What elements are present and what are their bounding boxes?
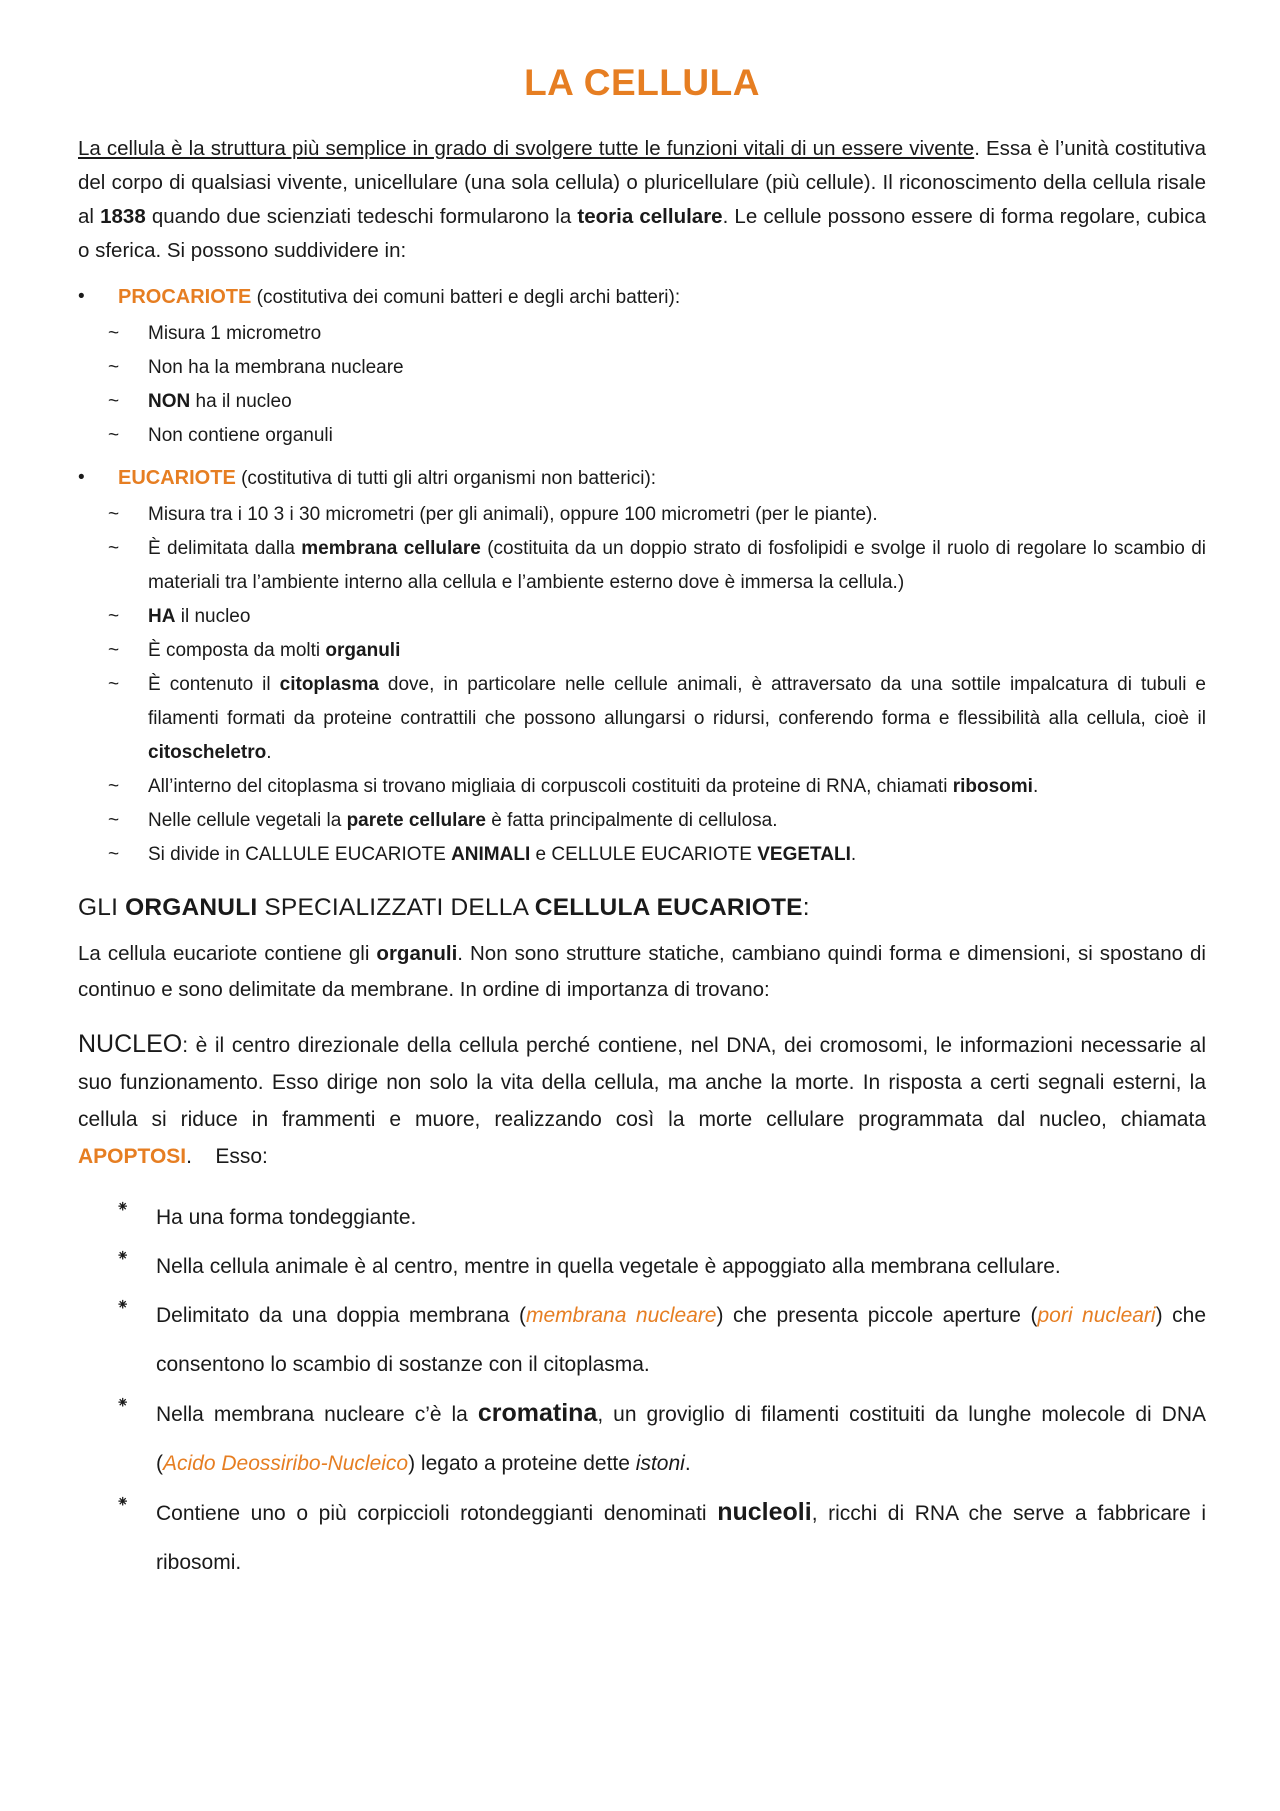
nucleo-label: NUCLEO [78, 1030, 183, 1058]
asterisk-icon: ⁕ [116, 1199, 130, 1216]
tilde-icon: ~ [108, 640, 120, 661]
intro-year: 1838 [100, 205, 146, 228]
tilde-icon: ~ [108, 323, 120, 344]
eucariote-desc: (costitutiva di tutti gli altri organismi non batterici): [235, 468, 657, 489]
list-item-text: È composta da molti organuli [148, 640, 401, 661]
list-item-text: Nella membrana nucleare c’è la cromatina, un groviglio di filamenti costituiti da lunghe molecole di DNA (Acido Deossiribo-Nucleico) legato a proteine dette istoni. [156, 1399, 1206, 1475]
list-item [78, 1389, 1206, 1488]
nucleo-paragraph: NUCLEO: è il centro direzionale della cellula perché contiene, nel DNA, dei cromosomi, le informazioni necessarie al suo funzionamento. Esso dirige non solo la vita della cellula, ma anche la morte. In risposta a certi segnali esterni, la cellula si riduce in frammenti e muore, realizzando così la morte cellulare programmata dal nucleo, chiamata APOPTOSI. Esso: [78, 1030, 1206, 1168]
page-title: LA CELLULA [524, 62, 760, 103]
list-item-text: È contenuto il citoplasma dove, in particolare nelle cellule animali, è attraversato da una sottile impalcatura di tubuli e filamenti formati da proteine contrattili che possono allungarsi o ridursi, conferendo forma e flessibilità alla cellula, cioè il citoscheletro. [148, 674, 1206, 763]
list-item [78, 1291, 1206, 1389]
list-item [78, 498, 1206, 532]
list-item-text: Misura tra i 10 3 i 30 micrometri (per gli animali), oppure 100 micrometri (per le piante). [148, 504, 878, 525]
apoptosi-term: APOPTOSI [78, 1145, 187, 1168]
intro-definition: La cellula è la struttura più semplice in grado di svolgere tutte le funzioni vitali di un essere vivente [78, 137, 975, 160]
list-item [78, 668, 1206, 770]
list-item [78, 600, 1206, 634]
intro-paragraph [78, 132, 1206, 268]
list-item-text: HA il nucleo [148, 606, 251, 627]
list-item [78, 532, 1206, 600]
list-item-text: Misura 1 micrometro [148, 323, 322, 344]
list-item-text: Nella cellula animale è al centro, mentre in quella vegetale è appoggiato alla membrana cellulare. [156, 1255, 1061, 1278]
tilde-icon: ~ [108, 504, 120, 525]
list-item-text: Non ha la membrana nucleare [148, 357, 404, 378]
list-item [78, 804, 1206, 838]
list-item [78, 770, 1206, 804]
procariote-desc: (costitutiva dei comuni batteri e degli archi batteri): [251, 287, 681, 308]
eucariote-list [78, 498, 1206, 872]
intro-text-end: . Le cellule possono essere di forma regolare, cubica o sferica. Si possono suddividere in: [78, 205, 1206, 262]
document-page [78, 62, 1206, 1587]
tilde-icon: ~ [108, 606, 120, 627]
asterisk-icon: ⁕ [116, 1395, 130, 1412]
tilde-icon: ~ [108, 391, 120, 412]
procariote-label: PROCARIOTE [118, 286, 252, 308]
asterisk-icon: ⁕ [116, 1248, 130, 1265]
list-item [78, 1193, 1206, 1242]
bullet-icon: • [78, 286, 85, 307]
list-item-text: Si divide in CALLULE EUCARIOTE ANIMALI e CELLULE EUCARIOTE VEGETALI. [148, 844, 857, 865]
list-item [78, 351, 1206, 385]
organuli-heading: GLI ORGANULI SPECIALIZZATI DELLA CELLULA EUCARIOTE: [78, 894, 810, 921]
list-item-text: NON ha il nucleo [148, 391, 292, 412]
list-item-text: All’interno del citoplasma si trovano migliaia di corpuscoli costituiti da proteine di RNA, chiamati ribosomi. [148, 776, 1039, 797]
tilde-icon: ~ [108, 844, 120, 865]
list-item-text: Ha una forma tondeggiante. [156, 1206, 417, 1229]
nucleo-points [78, 1193, 1206, 1587]
list-item [78, 419, 1206, 453]
list-item-text: Nelle cellule vegetali la parete cellulare è fatta principalmente di cellulosa. [148, 810, 778, 831]
procariote-heading [78, 282, 1206, 313]
procariote-list [78, 317, 1206, 453]
list-item-text: Delimitato da una doppia membrana (membrana nucleare) che presenta piccole aperture (pori nucleari) che consentono lo scambio di sostanze con il citoplasma. [156, 1304, 1207, 1376]
intro-text-mid: quando due scienziati tedeschi formularono la [145, 205, 578, 228]
organuli-paragraph: La cellula eucariote contiene gli organuli. Non sono strutture statiche, cambiano quindi forma e dimensioni, si spostano di continuo e sono delimitate da membrane. In ordine di importanza di trovano: [78, 942, 1206, 1001]
intro-text: . Essa è l’unità costitutiva del corpo di qualsiasi vivente, unicellulare (una sola cellula) o pluricellulare (più cellule). Il riconoscimento della cellula risale al [78, 137, 1206, 228]
list-item-text: È delimitata dalla membrana cellulare (costituita da un doppio strato di fosfolipidi e svolge il ruolo di regolare lo scambio di materiali tra l’ambiente interno alla cellula e l’ambiente esterno dove è immersa la cellula.) [148, 538, 1206, 593]
asterisk-icon: ⁕ [116, 1297, 130, 1314]
tilde-icon: ~ [108, 674, 120, 695]
asterisk-icon: ⁕ [116, 1494, 130, 1511]
list-item [78, 634, 1206, 668]
tilde-icon: ~ [108, 357, 120, 378]
list-item [78, 317, 1206, 351]
list-item [78, 385, 1206, 419]
eucariote-label: EUCARIOTE [118, 467, 236, 489]
intro-theory: teoria cellulare [577, 205, 723, 228]
list-item [78, 1488, 1206, 1587]
tilde-icon: ~ [108, 810, 120, 831]
list-item-text: Non contiene organuli [148, 425, 333, 446]
list-item [78, 1242, 1206, 1291]
list-item-text: Contiene uno o più corpiccioli rotondeggianti denominati nucleoli, ricchi di RNA che serve a fabbricare i ribosomi. [156, 1498, 1206, 1574]
tilde-icon: ~ [108, 538, 120, 559]
eucariote-heading [78, 463, 1206, 494]
bullet-icon: • [78, 467, 85, 488]
list-item [78, 838, 1206, 872]
tilde-icon: ~ [108, 776, 120, 797]
tilde-icon: ~ [108, 425, 120, 446]
